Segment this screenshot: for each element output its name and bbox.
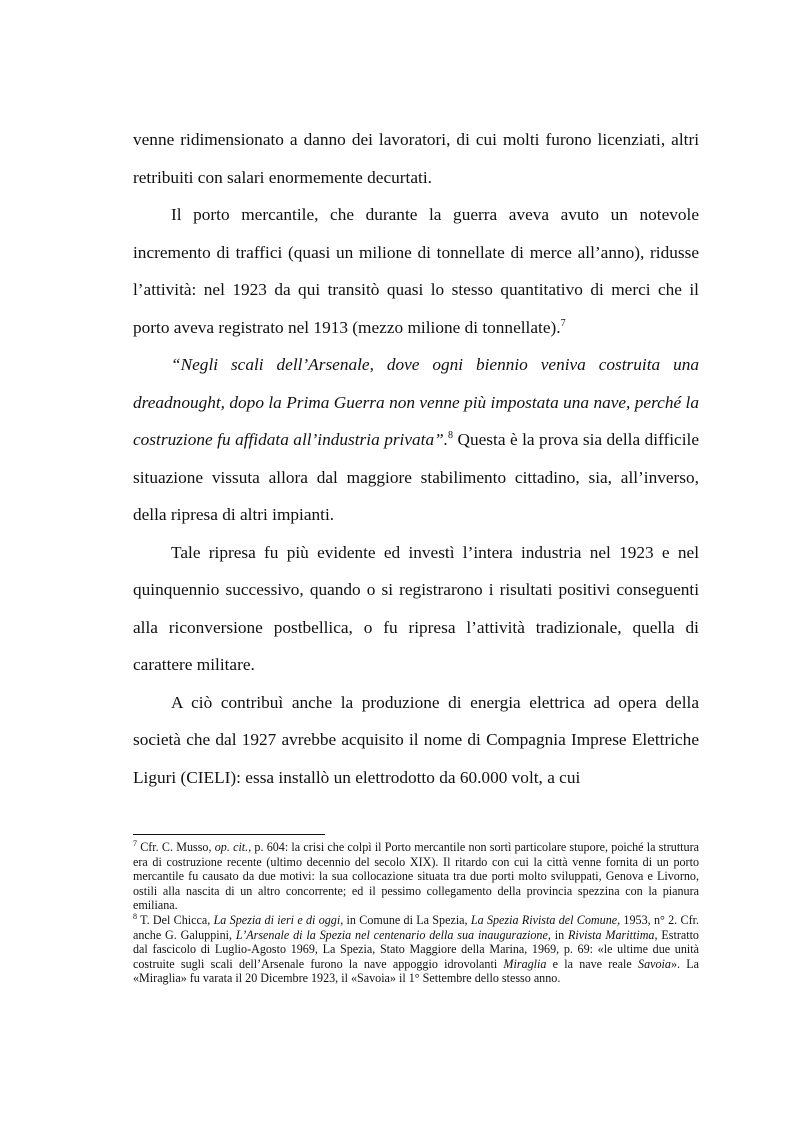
footnote-italic: L’Arsenale di la Spezia nel centenario della sua inaugurazione bbox=[235, 927, 548, 942]
paragraph-text: A ciò contribuì anche la produzione di energia elettrica ad opera della società che dal 1927 avrebbe acquisito il nome di Compagnia Imprese Elettriche Liguri (CIELI): essa installò un elettrodotto da 60.000 volt, a cui bbox=[133, 692, 699, 787]
footnote-italic: La Spezia di ieri e di oggi bbox=[213, 912, 341, 927]
footnote-text: e la nave reale bbox=[546, 956, 639, 971]
footnote-text: , in Comune di La Spezia, bbox=[340, 912, 471, 927]
footnote-text: T. Del Chicca, bbox=[137, 912, 214, 927]
footnote-number: 8 bbox=[133, 911, 137, 921]
paragraph-text: Tale ripresa fu più evidente ed investì l’intera industria nel 1923 e nel quinquennio successivo, quando o si registrarono i risultati positivi conseguenti alla riconversione postbellica, o fu ripresa l’attività tradizionale, quella di carattere militare. bbox=[133, 542, 699, 674]
footnote-reference[interactable]: 7 bbox=[560, 317, 566, 329]
paragraph bbox=[133, 121, 699, 196]
footnote-italic: op. cit. bbox=[214, 840, 249, 854]
quotation: “Negli scali dell’Arsenale, dove ogni biennio veniva costruita una dreadnought, dopo la Prima Guerra non venne più impostata una nave, perché la costruzione fu affidata all’industria privata”. bbox=[133, 355, 699, 449]
footnotes bbox=[133, 840, 699, 986]
footnote bbox=[133, 913, 699, 986]
body-text bbox=[133, 121, 699, 796]
footnote-italic: Miraglia bbox=[503, 956, 547, 971]
paragraph bbox=[133, 534, 699, 684]
paragraph bbox=[133, 196, 699, 346]
paragraph bbox=[133, 684, 699, 797]
footnote-text: , Estratto dal fascicolo di Luglio-Agosto 1969, La Spezia, Stato Maggiore della Marina, 1969, p. 69: «le ultime due unità costruite sugli scali dell’Arsenale furono la nave appoggio idrovolanti bbox=[133, 927, 699, 971]
footnote-reference[interactable]: 8 bbox=[448, 430, 454, 442]
footnote-number: 7 bbox=[133, 838, 137, 848]
paragraph-with-quote bbox=[133, 346, 699, 534]
footnote-text: Cfr. C. Musso, bbox=[137, 840, 215, 854]
paragraph-text: venne ridimensionato a danno dei lavoratori, di cui molti furono licenziati, altri retribuiti con salari enormemente decurtati. bbox=[133, 130, 699, 187]
footnote bbox=[133, 840, 699, 913]
footnote-text: ». La «Miraglia» fu varata il 20 Dicembre 1923, il «Savoia» il 1° Settembre dello stesso anno. bbox=[133, 956, 699, 986]
paragraph-text: Questa è la prova sia della difficile situazione vissuta allora dal maggiore stabilimento cittadino, sia, all’inverso, della ripresa di altri impianti. bbox=[133, 430, 699, 524]
footnote-text: , in bbox=[547, 927, 568, 942]
footnote-text: , 1953, n° 2. Cfr. anche G. Galuppini, bbox=[133, 912, 699, 942]
footnote-separator bbox=[133, 834, 325, 835]
footnote-italic: Savoia bbox=[638, 956, 671, 971]
paragraph-text: Il porto mercantile, che durante la guerra aveva avuto un notevole incremento di traffici (quasi un milione di tonnellate di merce all’anno), ridusse l’attività: nel 1923 da qui transitò quasi lo stesso quantitativo di merci che il porto aveva registrato nel 1913 (mezzo milione di tonnellate). bbox=[133, 205, 699, 337]
footnote-italic: La Spezia Rivista del Comune bbox=[470, 912, 618, 927]
footnote-italic: Rivista Marittima bbox=[567, 927, 655, 942]
footnote-text: , p. 604: la crisi che colpì il Porto mercantile non sortì particolare stupore, poiché la struttura era di costruzione recente (ultimo decennio del secolo XIX). Il ritardo con cui la città venne fornita di un porto mercantile fu causato da due motivi: la sua collocazione situata tra due porti molto sviluppati, Genova e Livorno, ostili alla nascita di un altro concorrente; ed il pessimo collegamento della provincia spezzina con la pianura emiliana. bbox=[133, 840, 699, 913]
